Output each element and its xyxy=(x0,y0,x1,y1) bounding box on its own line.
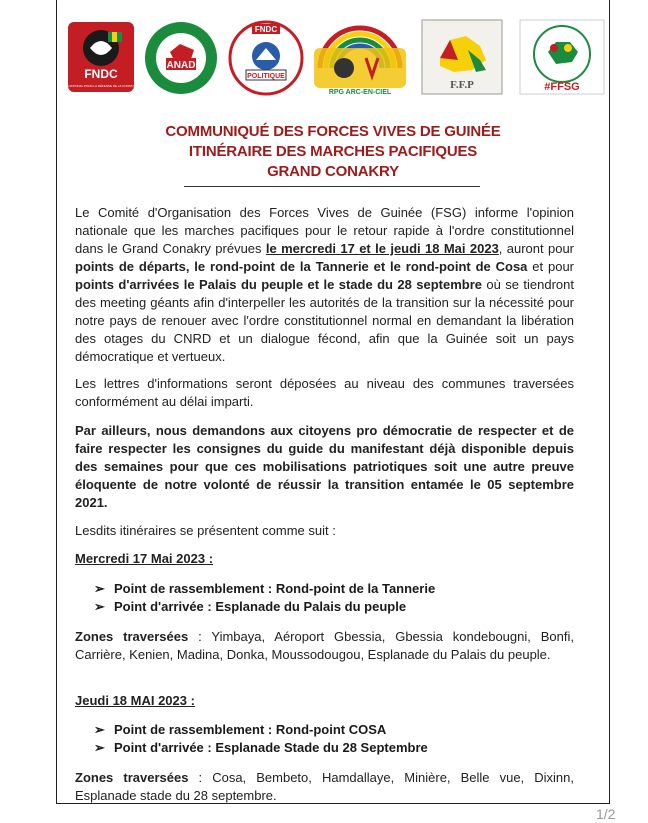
day1-bullet-gathering xyxy=(94,580,435,598)
title-line-2: ITINÉRAIRE DES MARCHES PACIFIQUES xyxy=(188,143,478,160)
intro-text-1: Le Comité d'Organisation des Forces Vives de Guinée (FSG) informe l'opinion nationale que les marches pacifiques pour le retour rapide à l'ordre constitutionnel dans le Grand Conakry prévues xyxy=(75,205,574,256)
day2-arrival-text: Point d'arrivée : Esplanade Stade du 28 Septembre xyxy=(114,740,428,755)
fndc-politique-bottom-text: POLITIQUE xyxy=(247,73,285,80)
instructions-paragraph: Par ailleurs, nous demandons aux citoyens pro démocratie de respecter et de faire respecter les consignes du guide du manifestant déjà disponible depuis des semaines pour que ces mobilisations patriotiques soit une autre preuve éloquente de notre volonté de réussir la transition entamée le 05 septembre 2021. xyxy=(75,423,574,510)
day2-heading: Jeudi 18 MAI 2023 : xyxy=(75,693,195,708)
day2-gathering-text: Point de rassemblement : Rond-point COSA xyxy=(114,722,387,737)
intro-dates: le mercredi 17 et le jeudi 18 Mai 2023 xyxy=(265,241,499,256)
day2-zones xyxy=(75,769,574,805)
day1-zones-label: Zones traversées xyxy=(75,629,189,644)
rpg-logo xyxy=(310,18,410,96)
day1-zones-text: : Yimbaya, Aéroport Gbessia, Gbessia kondebougni, Bonfi, Carrière, Kenien, Madina, Donka, Moussodougou, Esplanade du Palais du peuple. xyxy=(75,629,574,662)
day1-arrival-text: Point d'arrivée : Esplanade du Palais du peuple xyxy=(114,599,407,614)
anad-logo xyxy=(142,18,220,96)
bullet-arrow-icon: ➢ xyxy=(94,722,105,737)
bullet-arrow-icon: ➢ xyxy=(94,740,105,755)
bullet-arrow-icon: ➢ xyxy=(94,581,105,596)
fndc-politique-top-text: FNDC xyxy=(254,25,278,34)
day1-zones xyxy=(75,628,574,664)
page-border-left xyxy=(56,0,57,803)
title-underline xyxy=(184,186,480,187)
day1-gathering-text: Point de rassemblement : Rond-point de la Tannerie xyxy=(114,581,436,596)
intro-text-2: , auront pour xyxy=(498,241,575,256)
page-number: 1/2 xyxy=(596,806,616,822)
ffsg-logo xyxy=(518,18,606,96)
intro-text-3: et pour xyxy=(527,259,574,274)
bullet-arrow-icon: ➢ xyxy=(94,599,105,614)
day2-bullet-gathering xyxy=(94,721,386,739)
fndc-politique-logo xyxy=(226,18,306,96)
itineraries-intro: Lesdits itinéraires se présentent comme suit : xyxy=(75,523,336,538)
title-line-1: COMMUNIQUÉ DES FORCES VIVES DE GUINÉE xyxy=(165,123,501,140)
ffp-logo xyxy=(420,18,504,96)
title-line-3: GRAND CONAKRY xyxy=(267,163,399,180)
fndc-logo-tagline: FRONT NATIONAL POUR LA DÉFENSE DE LA CONSTITUTION xyxy=(57,84,145,88)
day1-bullet-arrival xyxy=(94,598,406,616)
anad-logo-text: ANAD xyxy=(166,60,196,71)
logos-row xyxy=(57,18,606,100)
ffsg-logo-text: #FFSG xyxy=(544,81,580,93)
page-border-right xyxy=(609,0,610,803)
intro-departure-points: points de départs, le rond-point de la Tannerie et le rond-point de Cosa xyxy=(75,259,528,274)
day2-zones-text: : Cosa, Bembeto, Hamdallaye, Minière, Belle vue, Dixinn, Esplanade stade du 28 septembre. xyxy=(75,770,574,803)
day1-heading: Mercredi 17 Mai 2023 : xyxy=(75,551,214,566)
fndc-logo-text: FNDC xyxy=(84,67,118,81)
letters-paragraph: Les lettres d'informations seront déposées au niveau des communes traversées conformément au délai imparti. xyxy=(75,376,574,409)
ffp-logo-text: F.F.P xyxy=(450,79,474,91)
day2-bullet-arrival xyxy=(94,739,428,757)
day2-zones-label: Zones traversées xyxy=(75,770,189,785)
intro-paragraph xyxy=(75,204,574,366)
intro-text-4: où se tiendront des meeting géants afin d'interpeller les autorités de la transition sur la nécessité pour notre pays de renouer avec l'ordre constitutionnel normal en demandant la libération des otages du CNRD et un dialogue fécond, afin que la Guinée soit un pays démocratique et vertueux. xyxy=(75,277,574,364)
intro-arrival-points: points d'arrivées le Palais du peuple et le stade du 28 septembre xyxy=(75,277,482,292)
rpg-logo-text: RPG ARC-EN-CIEL xyxy=(328,89,392,96)
fndc-logo xyxy=(57,18,145,96)
